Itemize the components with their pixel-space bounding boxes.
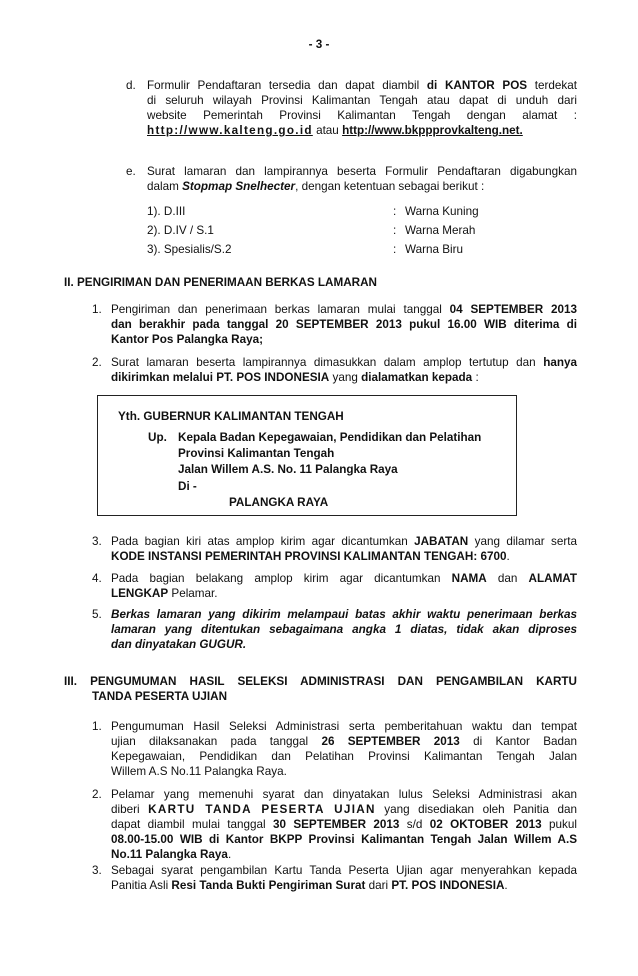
link-bkpp[interactable]: http://www.bkppprovkalteng.net. (342, 124, 523, 137)
color-row-level: 1). D.III (147, 205, 186, 218)
color-row-level: 3). Spesialis/S.2 (147, 243, 232, 256)
color-row-color: Warna Merah (405, 224, 476, 237)
address-line: Jalan Willem A.S. No. 11 Palangka Raya (178, 463, 398, 476)
item-number: 3. (92, 535, 102, 548)
address-city: PALANGKA RAYA (229, 496, 329, 509)
section-2-heading: II. PENGIRIMAN DAN PENERIMAAN BERKAS LAMARAN (64, 276, 377, 289)
address-line: Kepala Badan Kepegawaian, Pendidikan dan Pelatihan (178, 431, 482, 444)
color-row-sep: : (393, 224, 397, 237)
item-d-line3: website Pemerintah Provinsi Kalimantan Tengah dengan alamat : (147, 109, 577, 122)
address-box (97, 395, 517, 516)
item-e-line1: Surat lamaran dan lampirannya beserta Formulir Pendaftaran digabungkan (147, 165, 577, 178)
item-d-line1: Formulir Pendaftaran tersedia dan dapat diambil di KANTOR POS terdekat (147, 79, 577, 92)
color-row-color: Warna Biru (405, 243, 464, 256)
item-number: 1. (92, 720, 102, 733)
section-3-heading: III. PENGUMUMAN HASIL SELEKSI ADMINISTRASI DAN PENGAMBILAN KARTU TANDA PESERTA UJIAN (64, 675, 577, 703)
address-up-label: Up. (148, 431, 167, 444)
address-recipient: Yth. GUBERNUR KALIMANTAN TENGAH (118, 410, 344, 423)
link-kalteng[interactable]: http://www.kalteng.go.id (147, 124, 313, 137)
item-number: 5. (92, 608, 102, 621)
color-row-sep: : (393, 243, 397, 256)
color-row-color: Warna Kuning (405, 205, 479, 218)
item-number: 1. (92, 303, 102, 316)
item-d-line2: di seluruh wilayah Provinsi Kalimantan Tengah atau dapat di unduh dari (147, 94, 577, 107)
item-number: 4. (92, 572, 102, 585)
color-row-sep: : (393, 205, 397, 218)
color-row-level: 2). D.IV / S.1 (147, 224, 214, 237)
item-d-line4: http://www.kalteng.go.id atau http://www.bkppprovkalteng.net. (147, 124, 523, 137)
item-number: 2. (92, 356, 102, 369)
item-d-label: d. (126, 79, 136, 92)
item-number: 3. (92, 864, 102, 877)
address-line: Provinsi Kalimantan Tengah (178, 447, 335, 460)
item-e-line2: dalam Stopmap Snelhecter, dengan ketentuan sebagai berikut : (147, 180, 485, 193)
item-number: 2. (92, 788, 102, 801)
address-di: Di - (178, 480, 197, 493)
item-e-label: e. (126, 165, 136, 178)
page-number: - 3 - (308, 38, 330, 51)
